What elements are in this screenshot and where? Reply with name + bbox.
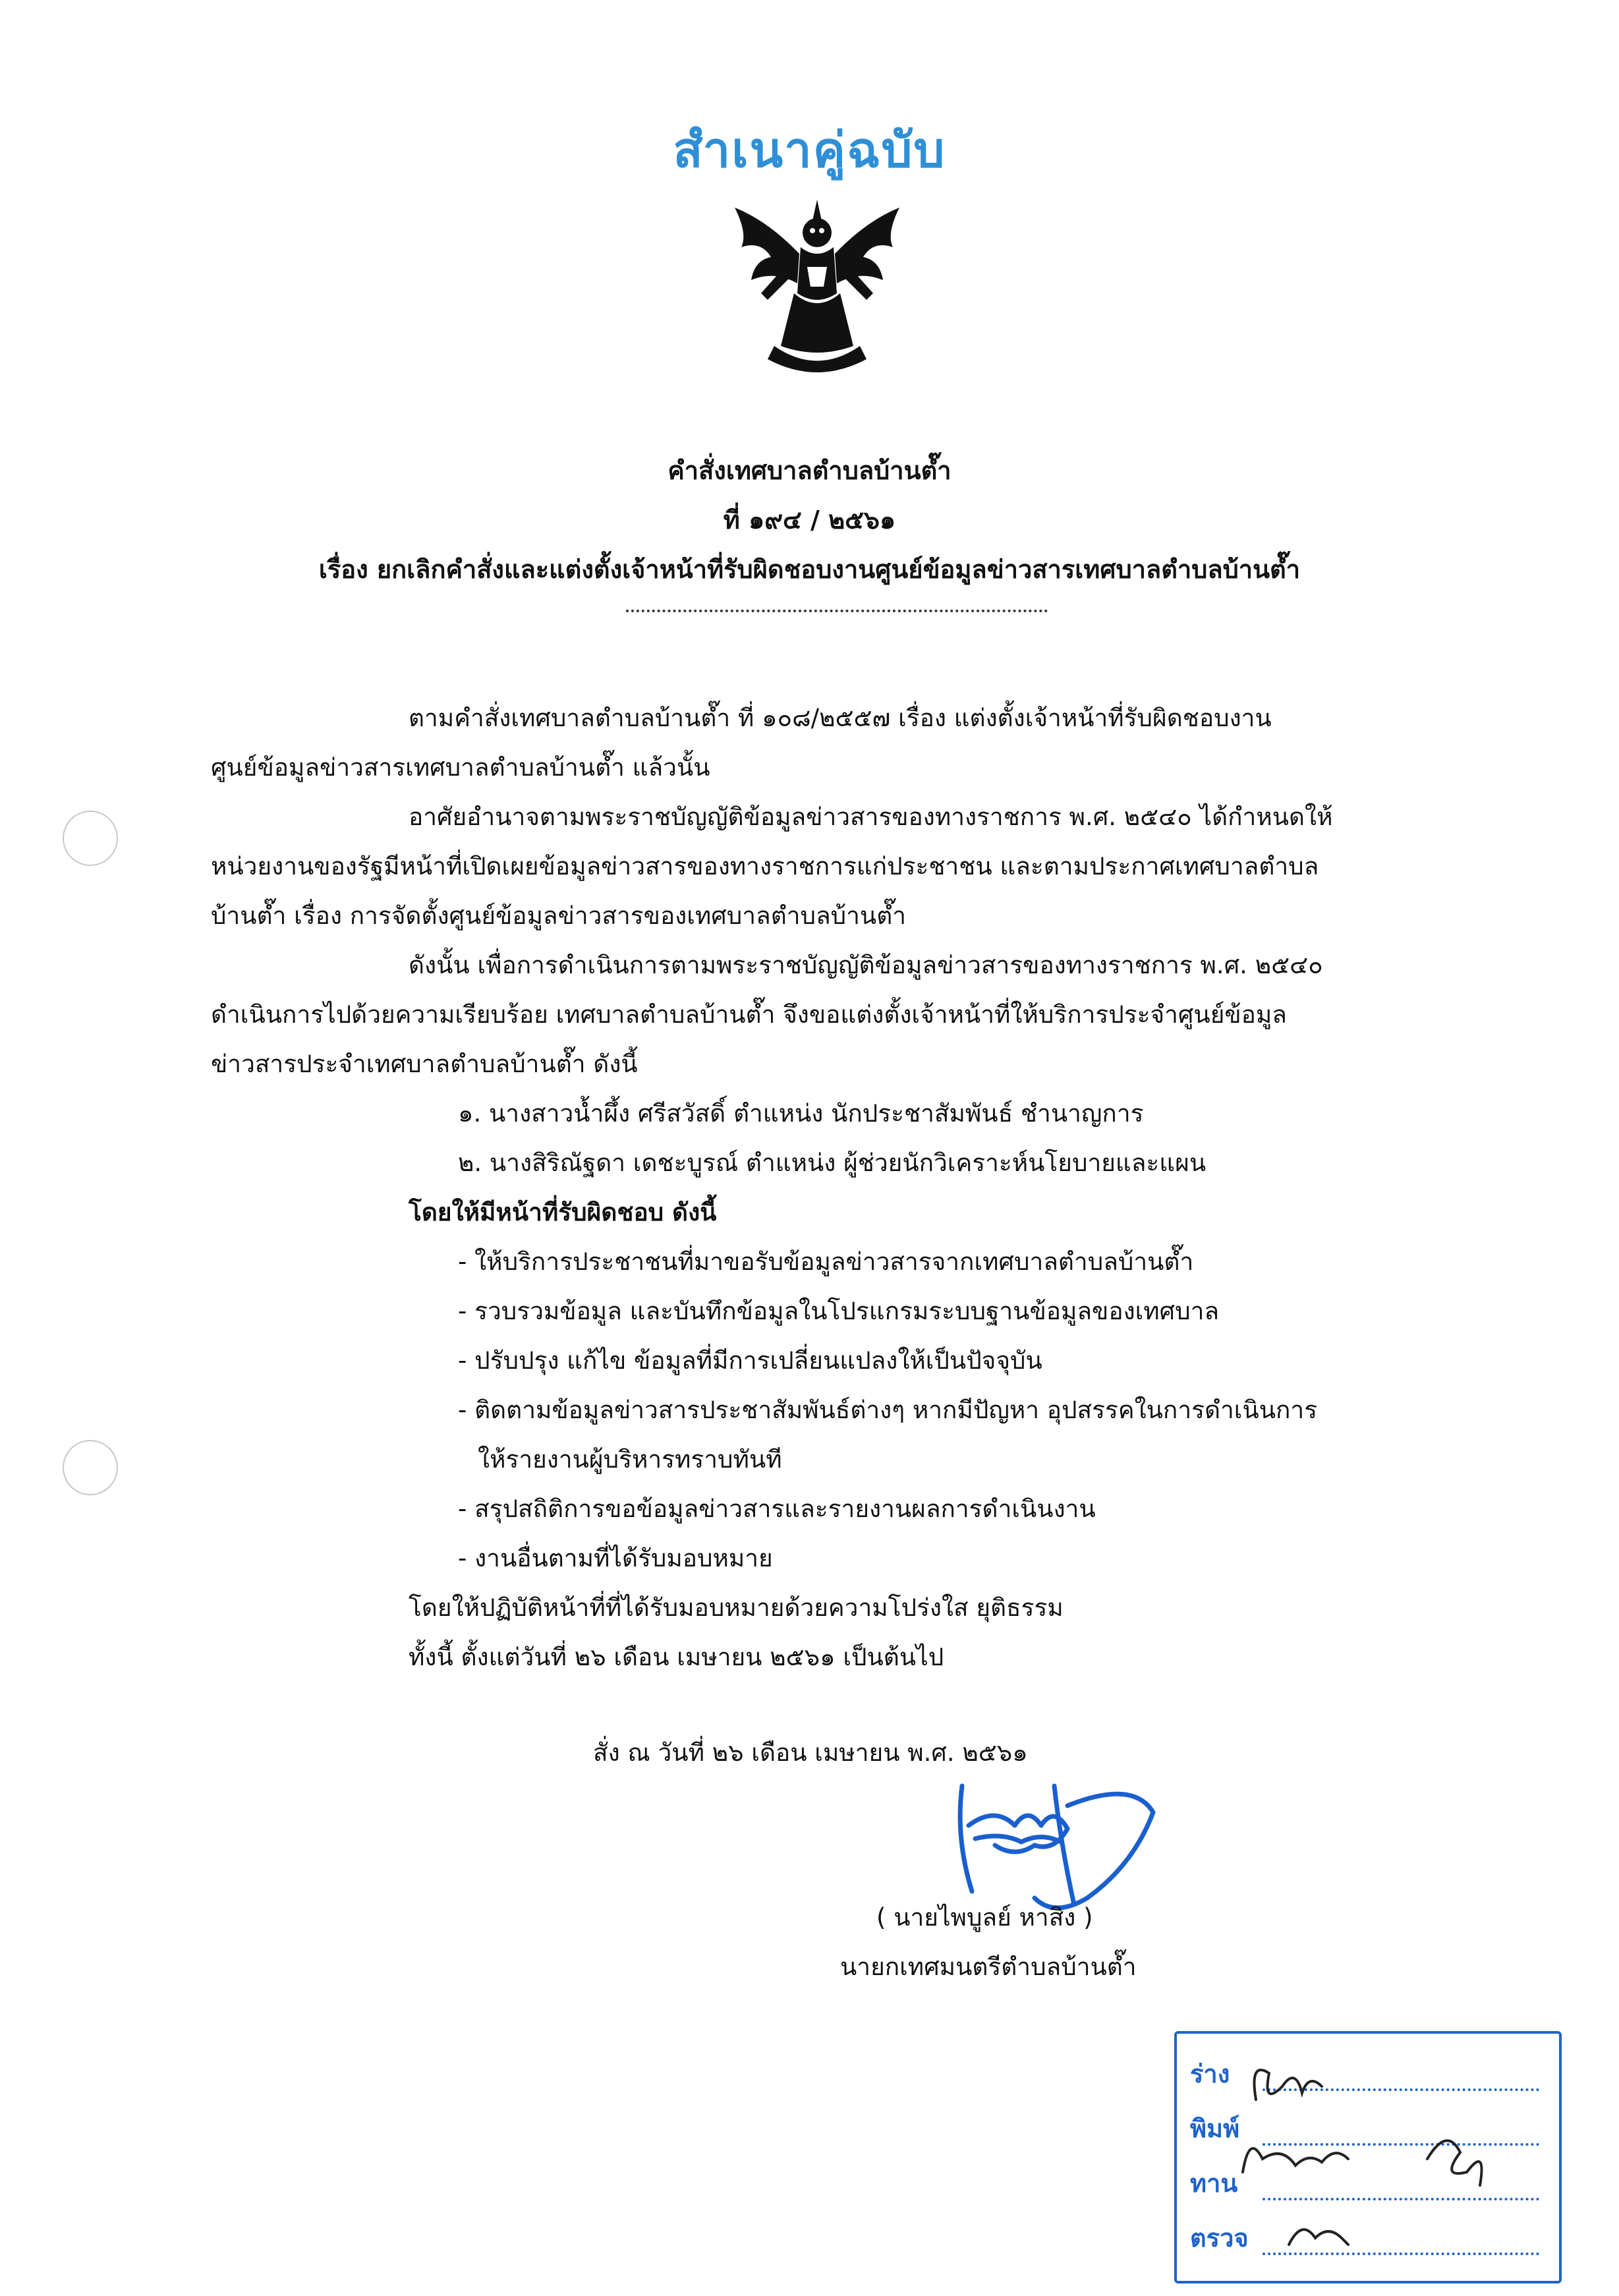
paragraph-1-line-1: ตามคำสั่งเทศบาลตำบลบ้านต๊ำ ที่ ๑๐๘/๒๕๕๗ เรื่อง แต่งตั้งเจ้าหน้าที่รับผิดชอบงาน [409,704,1272,732]
signer-name: ( นายไพบูลย์ หาสิง ) [876,1903,1093,1932]
header-divider [626,610,1048,612]
duty-item-5: - สรุปสถิติการขอข้อมูลข่าวสารและรายงานผลการดำเนินงาน [458,1495,1096,1523]
paragraph-3-line-1: ดังนั้น เพื่อการดำเนินการตามพระราชบัญญัติข้อมูลข่าวสารของทางราชการ พ.ศ. ๒๕๔๐ [409,951,1323,979]
punch-hole-bottom [63,1440,118,1495]
copy-stamp: สำเนาคู่ฉบับ [673,122,946,179]
closing-line-2: ทั้งนี้ ตั้งแต่วันที่ ๒๖ เดือน เมษายน ๒๕๖๑ เป็นต้นไป [409,1643,944,1671]
paragraph-2-line-1: อาศัยอำนาจตามพระราชบัญญัติข้อมูลข่าวสารของทางราชการ พ.ศ. ๒๕๔๐ ได้กำหนดให้ [409,803,1333,831]
review-label-typed: พิมพ์ [1190,2114,1240,2143]
duty-item-4-line-2: ให้รายงานผู้บริหารทราบทันที [478,1445,782,1474]
duties-heading: โดยให้มีหน้าที่รับผิดชอบ ดังนี้ [409,1198,717,1226]
order-number: ที่ ๑๙๔ / ๒๕๖๑ [723,505,896,534]
order-date: สั่ง ณ วันที่ ๒๖ เดือน เมษายน พ.ศ. ๒๕๖๑ [593,1738,1028,1767]
duty-item-2: - รวบรวมข้อมูล และบันทึกข้อมูลในโปรแกรมระบบฐานข้อมูลของเทศบาล [458,1297,1220,1325]
paragraph-3-line-3: ข่าวสารประจำเทศบาลตำบลบ้านต๊ำ ดังนี้ [211,1050,638,1078]
initials-scribble [1230,2047,1546,2271]
signer-position: นายกเทศมนตรีตำบลบ้านต๊ำ [840,1953,1137,1981]
staff-item-1: ๑. นางสาวน้ำผึ้ง ศรีสวัสดิ์ ตำแหน่ง นักประชาสัมพันธ์ ชำนาญการ [458,1099,1144,1128]
punch-hole-top [63,811,118,866]
order-subject: เรื่อง ยกเลิกคำสั่งและแต่งตั้งเจ้าหน้าที่รับผิดชอบงานศูนย์ข้อมูลข่าวสารเทศบาลตำบลบ้านต๊ำ [318,555,1301,584]
review-stamp [1174,2031,1562,2283]
paragraph-2-line-2: หน่วยงานของรัฐมีหน้าที่เปิดเผยข้อมูลข่าวสารของทางราชการแก่ประชาชน และตามประกาศเทศบาลตำบล [211,852,1319,880]
review-label-reviewed: ทาน [1190,2169,1238,2198]
review-label-checked: ตรวจ [1190,2224,1249,2253]
staff-item-2: ๒. นางสิริณัฐดา เดชะบูรณ์ ตำแหน่ง ผู้ช่วยนักวิเคราะห์นโยบายและแผน [458,1149,1207,1177]
review-label-draft: ร่าง [1190,2059,1230,2088]
duty-item-1: - ให้บริการประชาชนที่มาขอรับข้อมูลข่าวสารจากเทศบาลตำบลบ้านต๊ำ [458,1248,1194,1276]
paragraph-3-line-2: ดำเนินการไปด้วยความเรียบร้อย เทศบาลตำบลบ้านต๊ำ จึงขอแต่งตั้งเจ้าหน้าที่ให้บริการประจำศูนย์ข้อมูล [211,1000,1287,1029]
order-title: คำสั่งเทศบาลตำบลบ้านต๊ำ [667,456,952,485]
duty-item-3: - ปรับปรุง แก้ไข ข้อมูลที่มีการเปลี่ยนแปลงให้เป็นปัจจุบัน [458,1346,1042,1375]
closing-line-1: โดยให้ปฏิบัติหน้าที่ที่ได้รับมอบหมายด้วยความโปร่งใส ยุติธรรม [409,1593,1064,1622]
paragraph-2-line-3: บ้านต๊ำ เรื่อง การจัดตั้งศูนย์ข้อมูลข่าวสารของเทศบาลตำบลบ้านต๊ำ [211,902,907,930]
garuda-emblem-icon [722,194,913,386]
duty-item-4-line-1: - ติดตามข้อมูลข่าวสารประชาสัมพันธ์ต่างๆ หากมีปัญหา อุปสรรคในการดำเนินการ [458,1396,1318,1424]
paragraph-1-line-2: ศูนย์ข้อมูลข่าวสารเทศบาลตำบลบ้านต๊ำ แล้วนั้น [211,753,710,782]
duty-item-6: - งานอื่นตามที่ได้รับมอบหมาย [458,1544,773,1572]
